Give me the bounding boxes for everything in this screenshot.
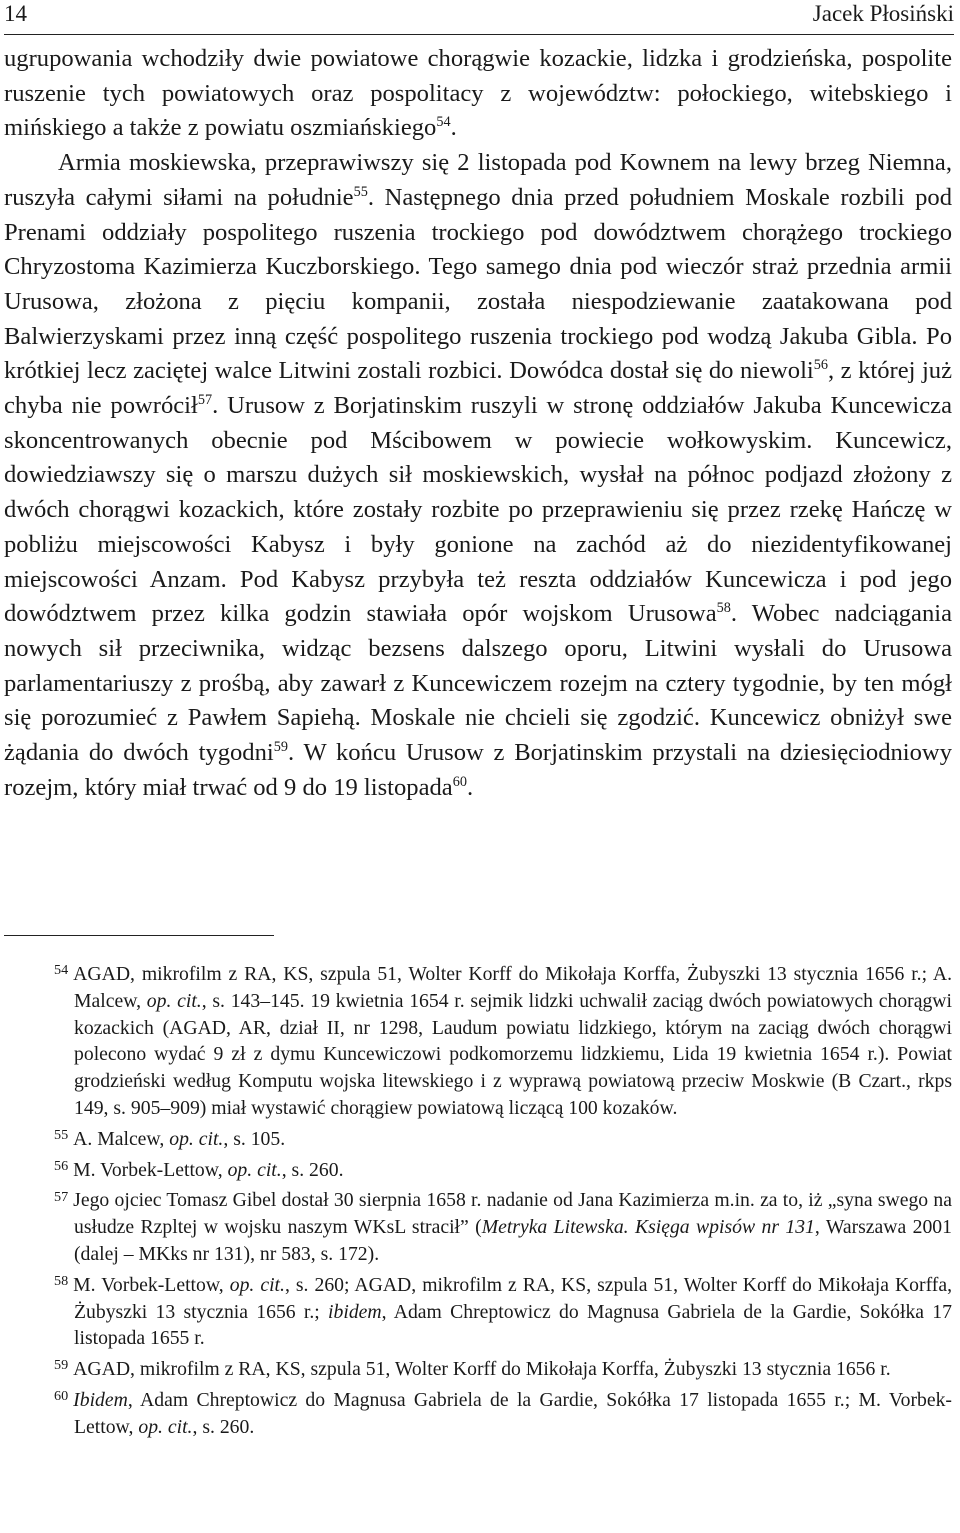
footnote-text: , s. 143–145. 19 kwietnia 1654 r. sejmik lidzki uchwalił zaciąg dwóch powiatowych chorągwi kozackich (AGAD, AR, dział II, nr 1298, Laudum powiatu lidzkiego, którym na zaciąg dwóch chorągwi polecono wydać 9 zł z dymu Kuncewiczowi podkomorzemu lidzkiemu, Lida 19 kwietnia 1654 r.). Powiat grodzieński według Komputu wojska litewskiego i z wyprawą powiatową przeciw Moskwie (B Czart., rkps 149, s. 905–909) miał wystawić chorągiew powiatową liczącą 100 kozaków.	[74, 989, 952, 1119]
footnote-text: , s. 260.	[281, 1158, 344, 1181]
text-run: . Wobec nadciągania nowych sił przeciwnika, widząc bezsens dalszego oporu, Litwini wysłali do Urusowa parlamentariuszy z prośbą, aby zawarł z Kuncewiczem rozejm na cztery tygodnie, by ten mógł się porozumieć z Pawłem Sapiehą. Moskale nie chcieli się zgodzić. Kuncewicz obniżył swe żądania do dwóch tygodni	[4, 600, 953, 767]
footnote-ref-58[interactable]: 58	[716, 600, 731, 617]
footnote-text: , Adam Chreptowicz do Magnusa Gabriela de la Gardie, Sokółka 17 listopada 1655 r.; M. Vorbek-Lettow,	[74, 1388, 952, 1438]
footnote-56	[4, 1157, 952, 1184]
footnote-italic: op. cit.	[146, 989, 202, 1012]
text-run: . Urusow z Borjatinskim ruszyli w stronę oddziałów Jakuba Kuncewicza skoncentrowanych obecnie pod Mścibowem w powiecie wołkowyskim. Kuncewicz, dowiedziawszy się o marszu dużych sił moskiewskich, wysłał na północ podjazd złożony z dwóch chorągwi kozackich, które zostały rozbite po przeprawieniu się przez rzekę Hańczę w pobliżu miejscowości Kabysz i były gonione na zachód aż do niezidentyfikowanej miejscowości Anzam. Pod Kabysz przybyła też reszta oddziałów Kuncewicza i pod jego dowództwem przez kilka godzin stawiała opór wojskom Urusowa	[4, 392, 952, 628]
footnote-text: , s. 105.	[223, 1127, 286, 1150]
footnote-number: 54	[54, 962, 69, 979]
text-run: Armia moskiewska, przeprawiwszy się 2 listopada pod Kownem na lewy brzeg Niemna, ruszyła całymi siłami na południe	[4, 149, 952, 211]
footnote-ref-56[interactable]: 56	[813, 357, 829, 374]
footnote-divider	[4, 935, 274, 936]
footnote-number: 57	[54, 1188, 69, 1205]
footnote-text: AGAD, mikrofilm z RA, KS, szpula 51, Wolter Korff do Mikołaja Korffa, Żubyszki 13 stycznia 1656 r.	[73, 1358, 891, 1381]
footnote-number: 58	[54, 1273, 69, 1290]
text-run: . Następnego dnia przed południem Moskale rozbili pod Prenami oddziały pospolitego ruszenia trockiego pod dowództwem chorążego trockiego Chryzostoma Kazimierza Kuczborskiego. Tego samego dnia pod wieczór straż przednia armii Urusowa, złożona z pięciu kompanii, została niespodziewanie zaatakowana pod Balwierzyskami przez inną część pospolitego ruszenia trockiego pod wodzą Jakuba Gibla. Po krótkiej lecz zaciętej walce Litwini zostali rozbici. Dowódca dostał się do niewoli	[4, 183, 953, 385]
footnote-54	[4, 961, 952, 1122]
footnote-italic: ibidem	[328, 1300, 382, 1323]
text-run: . W końcu Urusow z Borjatinskim przystali na dziesięciodniowy rozejm, który miał trwać od 9 do 19 listopada	[4, 739, 952, 801]
footnote-text: , s. 260; AGAD, mikrofilm z RA, KS, szpula 51, Wolter Korff do Mikołaja Korffa, Żubyszki 13 stycznia 1656 r.;	[74, 1273, 952, 1323]
text-run: .	[466, 773, 474, 801]
paragraph-2	[4, 146, 952, 805]
footnote-italic: Metryka Litewska. Księga wpisów nr 131	[481, 1216, 815, 1239]
footnote-text: , Adam Chreptowicz do Magnusa Gabriela de la Gardie, Sokółka 17 listopada 1655 r.	[74, 1300, 952, 1350]
footnote-ref-60[interactable]: 60	[452, 773, 467, 790]
footnote-ref-57[interactable]: 57	[197, 392, 213, 409]
footnote-59	[4, 1356, 952, 1383]
footnote-58	[4, 1272, 952, 1352]
footnote-number: 59	[54, 1357, 69, 1374]
paragraph-1	[4, 42, 952, 146]
footnote-57	[4, 1187, 952, 1267]
footnote-text: A. Malcew,	[73, 1127, 170, 1150]
footnote-ref-59[interactable]: 59	[273, 739, 288, 756]
footnote-italic: Ibidem	[73, 1388, 128, 1411]
page-number: 14	[4, 1, 27, 26]
footnote-60	[4, 1387, 952, 1441]
footnote-italic: op. cit.	[169, 1127, 224, 1150]
footnote-text: , Warszawa 2001 (dalej – MKks nr 131), nr 583, s. 172).	[74, 1216, 952, 1265]
footnote-text: M. Vorbek-Lettow,	[73, 1273, 230, 1296]
text-run: ugrupowania wchodziły dwie powiatowe chorągwie kozackie, lidzka i grodzieńska, pospolite ruszenie tych powiatowych oraz pospolitacy z województw: połockiego, witebskiego i mińskiego a także z powiatu oszmiańskiego	[4, 45, 952, 142]
footnote-text: Jego ojciec Tomasz Gibel dostał 30 sierpnia 1658 r. nadanie od Jana Kazimierza m.in. za to, iż „syna swego na usłudze Rzpltej w wojsku naszym WKsL stracił” (	[73, 1189, 952, 1239]
footnote-ref-55[interactable]: 55	[353, 183, 368, 200]
footnote-55	[4, 1126, 952, 1153]
footnote-text: M. Vorbek-Lettow,	[73, 1158, 228, 1181]
footnote-text: AGAD, mikrofilm z RA, KS, szpula 51, Wolter Korff do Mikołaja Korffa, Żubyszki 13 stycznia 1656 r.; A. Malcew,	[73, 963, 952, 1012]
text-run: , z której już chyba nie powrócił	[4, 357, 953, 420]
footnote-italic: op. cit.	[229, 1273, 285, 1296]
footnote-italic: op. cit.	[138, 1415, 193, 1438]
footnote-text: , s. 260.	[192, 1415, 255, 1438]
main-text	[4, 42, 952, 805]
footnote-italic: op. cit.	[227, 1158, 282, 1181]
text-run: .	[450, 114, 457, 142]
footnote-number: 60	[54, 1388, 69, 1405]
footnote-number: 55	[54, 1127, 69, 1144]
running-author: Jacek Płosiński	[812, 1, 954, 26]
footnotes	[4, 961, 952, 1445]
running-header	[4, 0, 954, 35]
footnote-number: 56	[54, 1157, 69, 1174]
footnote-ref-54[interactable]: 54	[436, 114, 451, 131]
